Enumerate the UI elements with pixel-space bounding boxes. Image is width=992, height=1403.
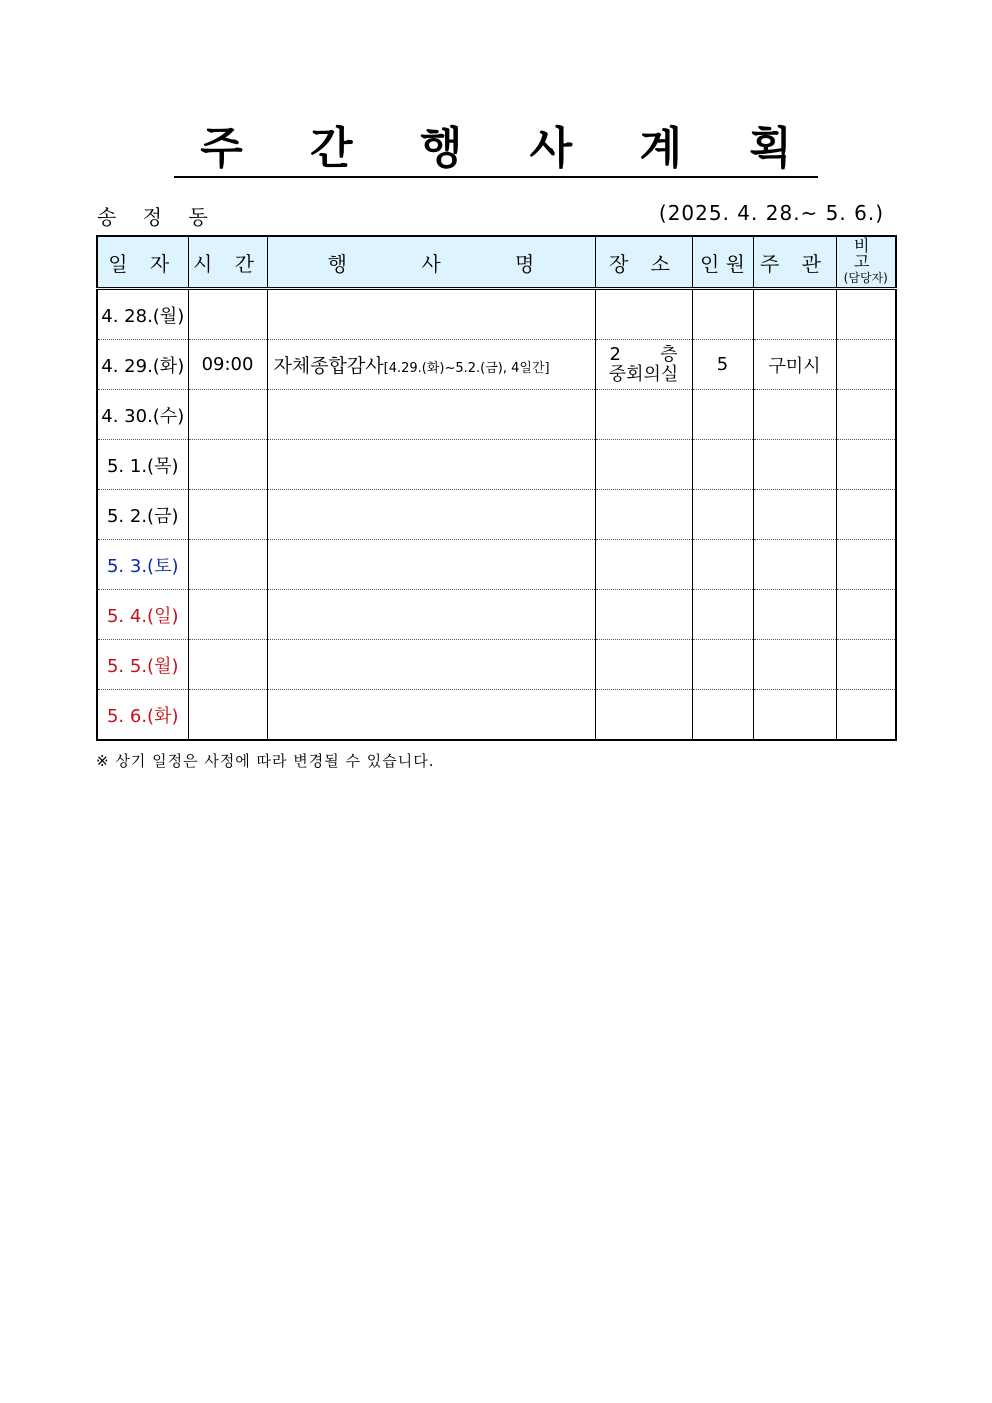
date-text: 5. 1.(목) xyxy=(106,455,179,477)
place-floor-unit: 층 xyxy=(660,343,678,365)
table-row xyxy=(97,590,896,640)
table-row xyxy=(97,540,896,590)
note-cell xyxy=(836,540,896,590)
table-row xyxy=(97,690,896,741)
note-cell xyxy=(836,340,896,390)
note-cell xyxy=(836,590,896,640)
date-cell xyxy=(97,640,188,690)
date-cell xyxy=(97,440,188,490)
event-cell xyxy=(267,440,595,490)
event-detail: [4.29.(화)~5.2.(금), 4일간] xyxy=(383,361,550,376)
people-cell: 5 xyxy=(692,340,753,390)
department-label: 송 정 동 xyxy=(97,205,218,229)
header-note-label: 비 고 xyxy=(854,236,878,271)
date-cell xyxy=(97,289,188,340)
note-cell xyxy=(836,440,896,490)
date-text: 5. 3.(토) xyxy=(106,555,179,577)
header-people: 인 원 xyxy=(692,236,753,289)
date-cell xyxy=(97,390,188,440)
host-cell xyxy=(753,590,836,640)
host-cell xyxy=(753,289,836,340)
host-cell xyxy=(753,440,836,490)
place-cell xyxy=(595,590,692,640)
page-title-wrap xyxy=(0,122,992,178)
event-cell xyxy=(267,590,595,640)
people-cell xyxy=(692,390,753,440)
header-row xyxy=(97,236,896,289)
people-cell xyxy=(692,640,753,690)
people-cell xyxy=(692,490,753,540)
host-cell xyxy=(753,690,836,741)
table-row xyxy=(97,289,896,340)
host-cell xyxy=(753,490,836,540)
host-cell: 구미시 xyxy=(753,340,836,390)
table-row xyxy=(97,490,896,540)
place-cell xyxy=(595,640,692,690)
people-cell xyxy=(692,590,753,640)
place-cell xyxy=(595,540,692,590)
header-note xyxy=(836,236,896,289)
event-cell xyxy=(267,640,595,690)
time-cell xyxy=(188,490,267,540)
header-event: 행 사 명 xyxy=(267,236,595,289)
time-cell xyxy=(188,590,267,640)
time-cell xyxy=(188,289,267,340)
time-cell: 09:00 xyxy=(188,340,267,390)
schedule-table xyxy=(96,235,897,741)
people-cell xyxy=(692,690,753,741)
header-date: 일 자 xyxy=(97,236,188,289)
note-cell xyxy=(836,640,896,690)
date-text: 5. 2.(금) xyxy=(106,505,179,527)
note-cell xyxy=(836,390,896,440)
page-title: 주 간 행 사 계 획 xyxy=(174,122,818,178)
people-cell xyxy=(692,540,753,590)
date-text: 5. 5.(월) xyxy=(106,655,179,677)
date-text: 5. 6.(화) xyxy=(106,705,179,727)
footnote: ※ 상기 일정은 사정에 따라 변경될 수 있습니다. xyxy=(96,752,435,770)
date-cell xyxy=(97,590,188,640)
place-room: 중회의실 xyxy=(608,363,679,385)
time-cell xyxy=(188,690,267,741)
date-cell xyxy=(97,690,188,741)
date-cell xyxy=(97,340,188,390)
header-time: 시 간 xyxy=(188,236,267,289)
table-row xyxy=(97,440,896,490)
event-cell xyxy=(267,340,595,390)
host-cell xyxy=(753,540,836,590)
time-cell xyxy=(188,640,267,690)
place-cell xyxy=(595,440,692,490)
header-note-sub: (담당자) xyxy=(843,271,888,285)
date-text: 5. 4.(일) xyxy=(106,605,179,627)
table-row xyxy=(97,340,896,390)
place-cell xyxy=(595,690,692,741)
event-cell xyxy=(267,490,595,540)
host-cell xyxy=(753,640,836,690)
schedule-body xyxy=(97,289,896,741)
event-cell xyxy=(267,540,595,590)
note-cell xyxy=(836,289,896,340)
place-floor: 2 xyxy=(609,343,621,365)
table-row xyxy=(97,640,896,690)
table-row xyxy=(97,390,896,440)
date-text: 4. 28.(월) xyxy=(101,305,185,327)
place-cell xyxy=(595,340,692,390)
time-cell xyxy=(188,540,267,590)
people-cell xyxy=(692,440,753,490)
time-cell xyxy=(188,390,267,440)
date-text: 4. 30.(수) xyxy=(101,405,185,427)
place-cell xyxy=(595,289,692,340)
people-cell xyxy=(692,289,753,340)
header-place: 장 소 xyxy=(595,236,692,289)
note-cell xyxy=(836,690,896,741)
time-cell xyxy=(188,440,267,490)
date-text: 4. 29.(화) xyxy=(101,355,185,377)
place-cell xyxy=(595,490,692,540)
note-cell xyxy=(836,490,896,540)
host-cell xyxy=(753,390,836,440)
event-cell xyxy=(267,289,595,340)
period-label: (2025. 4. 28.~ 5. 6.) xyxy=(658,201,884,225)
event-cell xyxy=(267,390,595,440)
place-cell xyxy=(595,390,692,440)
event-cell xyxy=(267,690,595,741)
header-host: 주 관 xyxy=(753,236,836,289)
date-cell xyxy=(97,540,188,590)
date-cell xyxy=(97,490,188,540)
event-name: 자체종합감사 xyxy=(273,355,384,377)
